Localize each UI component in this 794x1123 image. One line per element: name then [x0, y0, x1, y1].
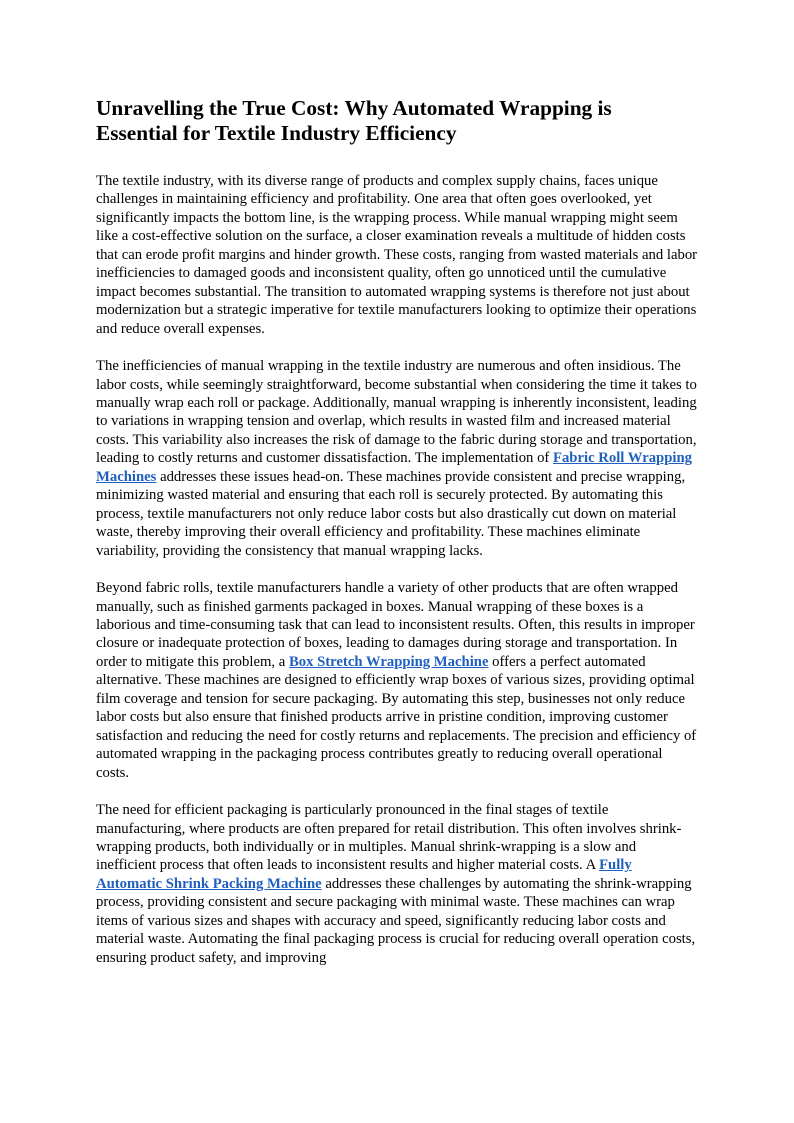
paragraph-fabric-roll-text-before: The inefficiencies of manual wrapping in the textile industry are numerous and often insidious. The labor costs, while seemingly straightforward, become substantial when considering the time it takes to manually wrap each roll or package. Additionally, manual wrapping is inherently inconsistent, leading to variations in wrapping tension and overlap, which results in wasted film and increased material costs. This variability also increases the risk of damage to the fabric during storage and transportation, leading to costly returns and customer dissatisfaction. The implementation of	[96, 358, 697, 467]
paragraph-fabric-roll	[96, 357, 698, 560]
box-stretch-wrapping-machine-link[interactable]: Box Stretch Wrapping Machine	[288, 653, 489, 670]
paragraph-shrink-packing-text-before: The need for efficient packaging is particularly pronounced in the final stages of textile manufacturing, where products are often prepared for retail distribution. This often involves shrink-wrapping products, both individually or in multiples. Manual shrink-wrapping is a slow and inefficient process that often leads to inconsistent results and higher material costs. A	[96, 802, 682, 874]
paragraph-box-stretch-text-before: Beyond fabric rolls, textile manufacturers handle a variety of other products that are often wrapped manually, such as finished garments packaged in boxes. Manual wrapping of these boxes is a laborious and time-consuming task that can lead to inconsistent results. Often, this results in improper closure or inadequate protection of boxes, leading to damages during storage and transportation. In order to mitigate this problem, a	[96, 580, 695, 670]
paragraph-box-stretch-text-after: offers a perfect automated alternative. These machines are designed to efficiently wrap boxes of various sizes, providing optimal film coverage and tension for secure packaging. By automating this step, businesses not only reduce labor costs but also ensure that finished products arrive in pristine condition, improving customer satisfaction and reducing the need for costly returns and replacements. The precision and efficiency of automated wrapping in the packaging process contributes greatly to reducing overall operational costs.	[96, 653, 697, 781]
fully-automatic-shrink-packing-machine-link[interactable]: Fully Automatic Shrink Packing Machine	[96, 857, 632, 892]
article-title: Unravelling the True Cost: Why Automated Wrapping is Essential for Textile Industry Efficiency	[96, 96, 612, 145]
paragraph-intro	[96, 172, 698, 338]
paragraph-intro-text: The textile industry, with its diverse range of products and complex supply chains, faces unique challenges in maintaining efficiency and profitability. One area that often goes overlooked, yet significantly impacts the bottom line, is the wrapping process. While manual wrapping might seem like a cost-effective solution on the surface, a closer examination reveals a multitude of hidden costs that can erode profit margins and hinder growth. These costs, ranging from wasted materials and labor inefficiencies to damaged goods and inconsistent quality, often go unnoticed until the cumulative impact becomes substantial. The transition to automated wrapping systems is therefore not just about modernization but a strategic imperative for textile manufacturers looking to optimize their operations and reduce overall expenses.	[96, 173, 698, 337]
paragraph-fabric-roll-text-after: addresses these issues head-on. These machines provide consistent and precise wrapping, minimizing wasted material and ensuring that each roll is securely protected. By automating this process, textile manufacturers not only reduce labor costs but also drastically cut down on material waste, thereby improving their overall efficiency and profitability. These machines eliminate variability, providing the consistency that manual wrapping lacks.	[96, 468, 686, 559]
paragraph-shrink-packing-text-after: addresses these challenges by automating the shrink-wrapping process, providing consistent and secure packaging with minimal waste. These machines can wrap items of various sizes and shapes with accuracy and speed, significantly reducing labor costs and material waste. Automating the final packaging process is crucial for reducing overall operation costs, ensuring product safety, and improving	[96, 875, 696, 966]
paragraph-box-stretch	[96, 579, 698, 782]
document-page	[96, 96, 698, 986]
fabric-roll-wrapping-machines-link[interactable]: Fabric Roll Wrapping Machines	[96, 450, 692, 485]
paragraph-shrink-packing	[96, 801, 698, 967]
